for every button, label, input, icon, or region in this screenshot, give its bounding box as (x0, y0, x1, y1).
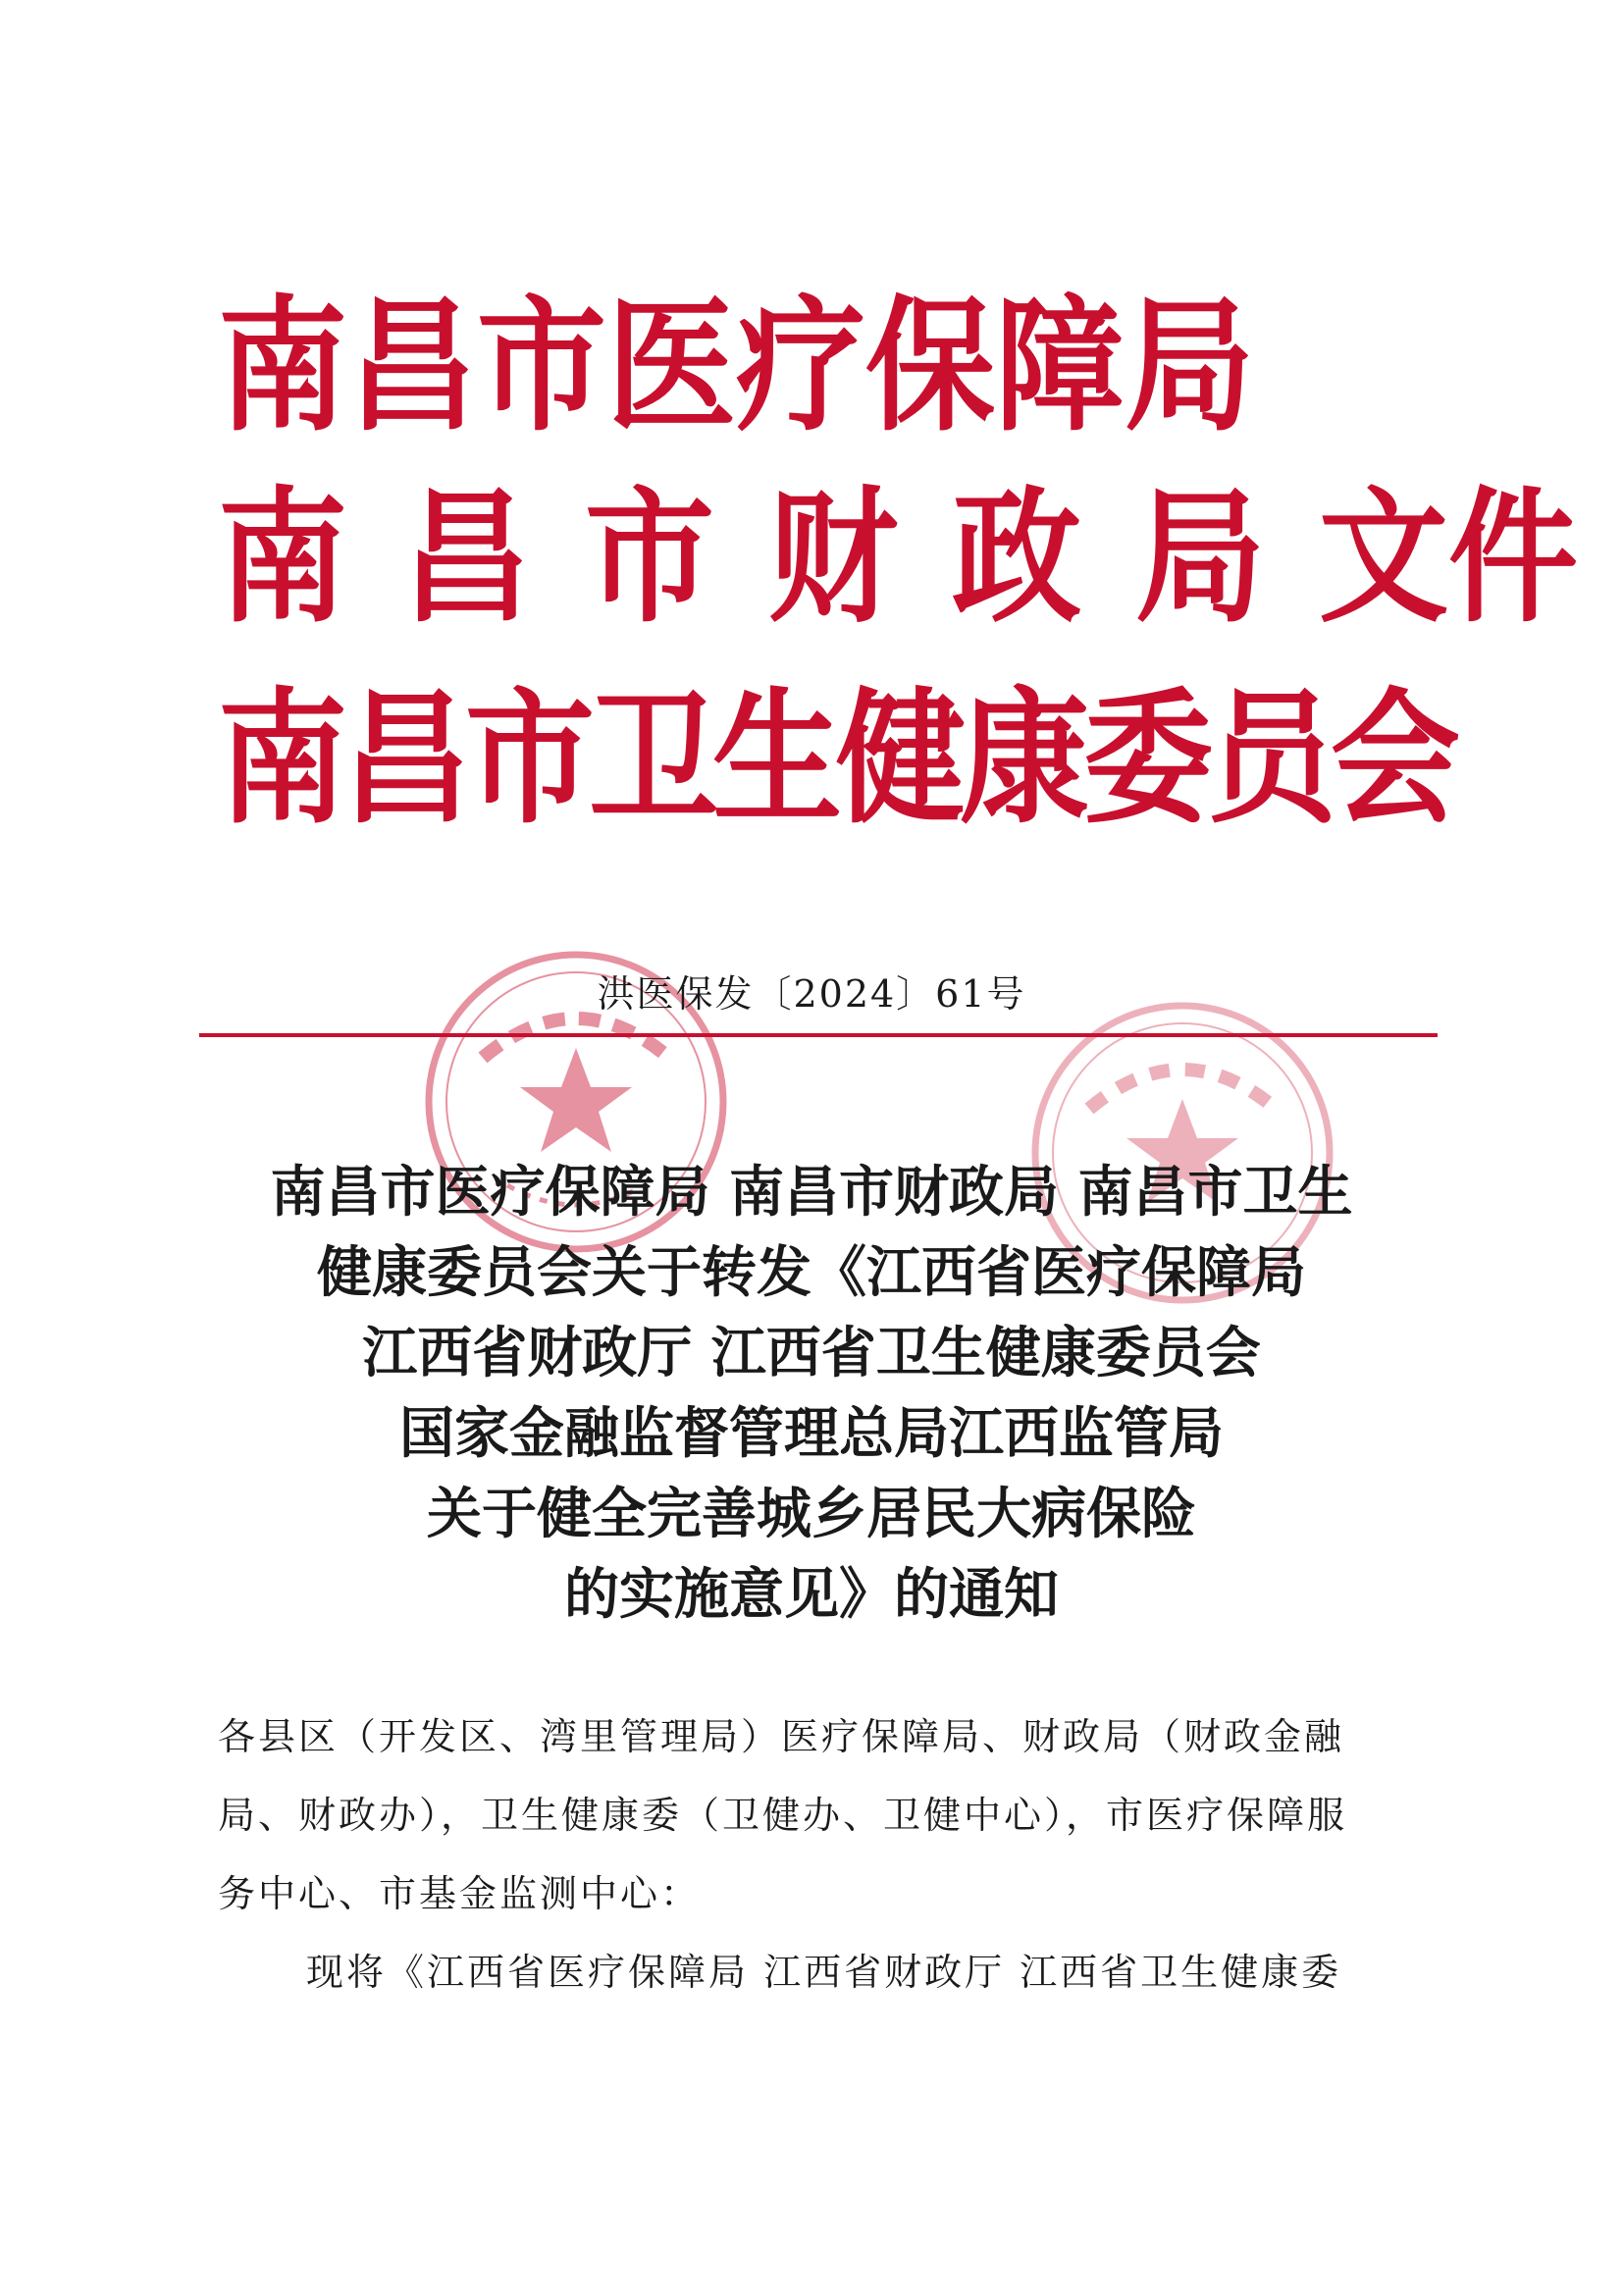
letterhead-agency-3: 南昌市卫生健康委员会 (218, 674, 1454, 845)
title-line: 江西省财政厅 江西省卫生健康委员会 (362, 1321, 1261, 1385)
title-line: 关于健全完善城乡居民大病保险 (427, 1482, 1196, 1546)
title-line: 南昌市医疗保障局 南昌市财政局 南昌市卫生 (270, 1160, 1353, 1225)
letterhead-agency-1: 南昌市医疗保障局 (218, 282, 1254, 452)
body-line: 各县区（开发区、湾里管理局）医疗保障局、财政局（财政金融 (218, 1715, 1345, 1758)
body-line: 现将《江西省医疗保障局 江西省财政厅 江西省卫生健康委 (306, 1951, 1342, 1994)
document-number: 洪医保发〔2024〕61号 (597, 972, 1026, 1016)
red-divider-line (199, 1033, 1438, 1037)
body-line: 局、财政办），卫生健康委（卫健办、卫健中心），市医疗保障服 (218, 1794, 1348, 1837)
letterhead-agency-2-line (218, 473, 1578, 644)
title-line: 的实施意见》的通知 (564, 1562, 1059, 1627)
title-line: 健康委员会关于转发《江西省医疗保障局 (317, 1240, 1306, 1305)
letterhead-agency-2: 南昌市财政局 (218, 473, 1319, 644)
body-line: 务中心、市基金监测中心： (218, 1872, 702, 1915)
title-line: 国家金融监督管理总局江西监管局 (399, 1401, 1224, 1466)
letterhead-suffix: 文件 (1319, 473, 1578, 644)
